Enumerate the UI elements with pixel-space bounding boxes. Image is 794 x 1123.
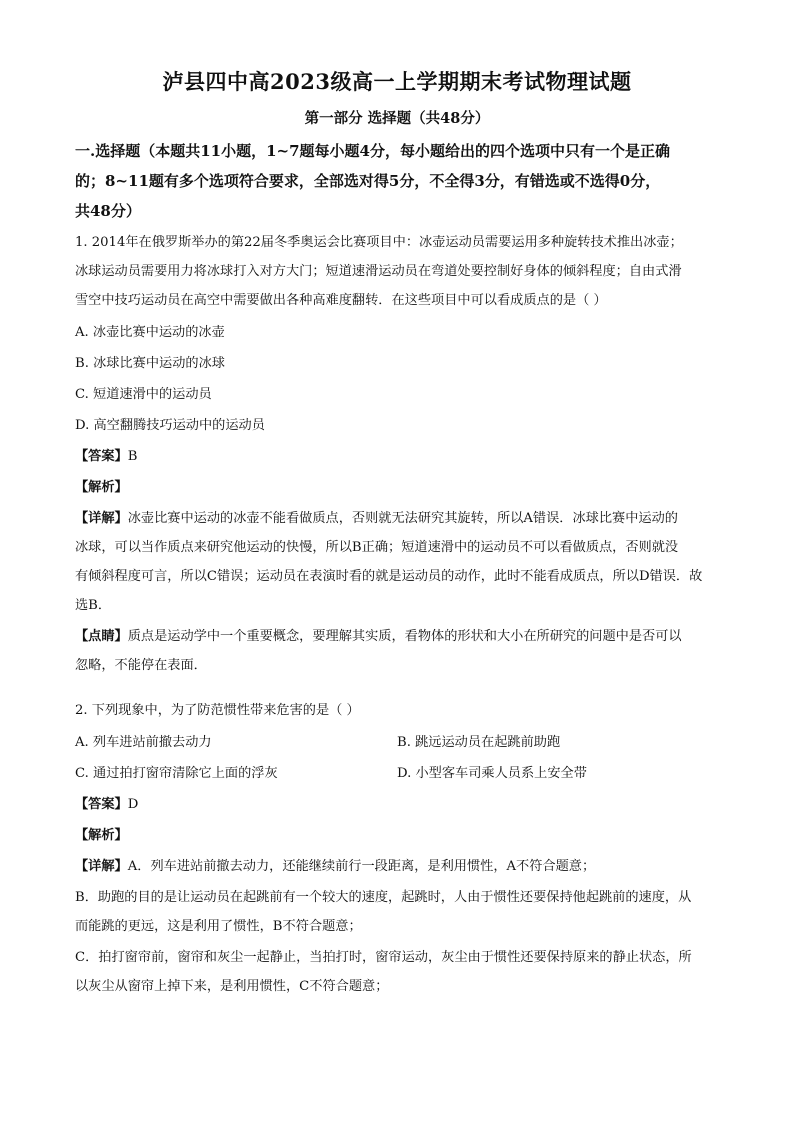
- section-instructions: [75, 136, 735, 226]
- option-b: B. 冰球比赛中运动的冰球: [75, 356, 225, 371]
- analysis-tag: 【解析】: [75, 828, 128, 843]
- option-c: C. 短道速滑中的运动员: [75, 387, 212, 402]
- answer-value: D: [127, 797, 139, 812]
- detail-line: B．助跑的目的是让运动员在起跳前有一个较大的速度，起跳时，人由于惯性还要保持他起跳前的速度，从: [75, 890, 692, 905]
- option-row: [75, 728, 735, 757]
- answer-line: [75, 442, 735, 471]
- question-2-solution: [75, 790, 735, 1001]
- answer-tag: 【答案】: [75, 449, 128, 464]
- detail-line: [75, 852, 735, 881]
- detail-text: A．列车进站前撤去动力，还能继续前行一段距离，是利用惯性，A不符合题意；: [127, 859, 596, 874]
- detail-tag: 【详解】: [75, 511, 128, 526]
- option-a: A. 列车进站前撤去动力: [75, 735, 212, 750]
- question-stem-line: 2. 下列现象中，为了防范惯性带来危害的是（ ）: [75, 703, 360, 718]
- detail-line: 选B．: [75, 598, 112, 613]
- comment-tag: 【点睛】: [75, 629, 128, 644]
- instruction-line: 共48分）: [75, 202, 141, 220]
- detail-line: 有倾斜程度可言，所以C错误；运动员在表演时看的就是运动员的动作，此时不能看成质点，所以D错误．故: [75, 569, 703, 584]
- question-2-stem: [75, 696, 735, 725]
- detail-line: 而能跳的更远，这是利用了惯性，B不符合题意；: [75, 919, 362, 934]
- page-title: 泸县四中高2023级高一上学期期末考试物理试题: [162, 69, 632, 94]
- comment-text: 质点是运动学中一个重要概念，要理解其实质，看物体的形状和大小在所研究的问题中是否可以: [127, 629, 682, 644]
- option-c: C. 通过拍打窗帘清除它上面的浮灰: [75, 766, 278, 781]
- section-title: 第一部分 选择题（共48分）: [304, 110, 490, 127]
- analysis-tag: 【解析】: [75, 480, 128, 495]
- option-row: [75, 759, 735, 788]
- detail-line: 冰球，可以当作质点来研究他运动的快慢，所以B正确；短道速滑中的运动员不可以看做质点，否则就没: [75, 540, 679, 555]
- option-b: B. 跳远运动员在起跳前助跑: [397, 735, 561, 750]
- comment-line: 忽略，不能停在表面．: [75, 658, 207, 673]
- option-d: D. 小型客车司乘人员系上安全带: [397, 766, 587, 781]
- option-d: D. 高空翻腾技巧运动中的运动员: [75, 418, 265, 433]
- answer-tag: 【答案】: [75, 797, 128, 812]
- detail-line: [75, 504, 735, 533]
- detail-line: 以灰尘从窗帘上掉下来，是利用惯性，C不符合题意；: [75, 979, 389, 994]
- instruction-line: 的；8~11题有多个选项符合要求，全部选对得5分，不全得3分，有错选或不选得0分，: [75, 172, 661, 190]
- question-stem-line: 雪空中技巧运动员在高空中需要做出各种高难度翻转．在这些项目中可以看成质点的是（ ）: [75, 293, 607, 308]
- instruction-line: 一.选择题（本题共11小题，1~7题每小题4分，每小题给出的四个选项中只有一个是正确: [75, 142, 670, 160]
- comment-line: [75, 622, 735, 651]
- option-a: A. 冰壶比赛中运动的冰壶: [75, 325, 225, 340]
- detail-line: C．拍打窗帘前，窗帘和灰尘一起静止，当拍打时，窗帘运动，灰尘由于惯性还要保持原来的静止状态，所: [75, 950, 692, 965]
- question-1: [75, 228, 735, 680]
- answer-value: B: [127, 449, 138, 464]
- detail-text: 冰壶比赛中运动的冰壶不能看做质点，否则就无法研究其旋转，所以A错误．冰球比赛中运动的: [127, 511, 678, 526]
- question-stem-line: 冰球运动员需要用力将冰球打入对方大门；短道速滑运动员在弯道处要控制好身体的倾斜程度；自由式滑: [75, 264, 682, 279]
- question-stem-line: 1. 2014年在俄罗斯举办的第22届冬季奥运会比赛项目中：冰壶运动员需要运用多种旋转技术推出冰壶；: [75, 235, 683, 250]
- detail-tag: 【详解】: [75, 859, 128, 874]
- answer-line: [75, 790, 735, 819]
